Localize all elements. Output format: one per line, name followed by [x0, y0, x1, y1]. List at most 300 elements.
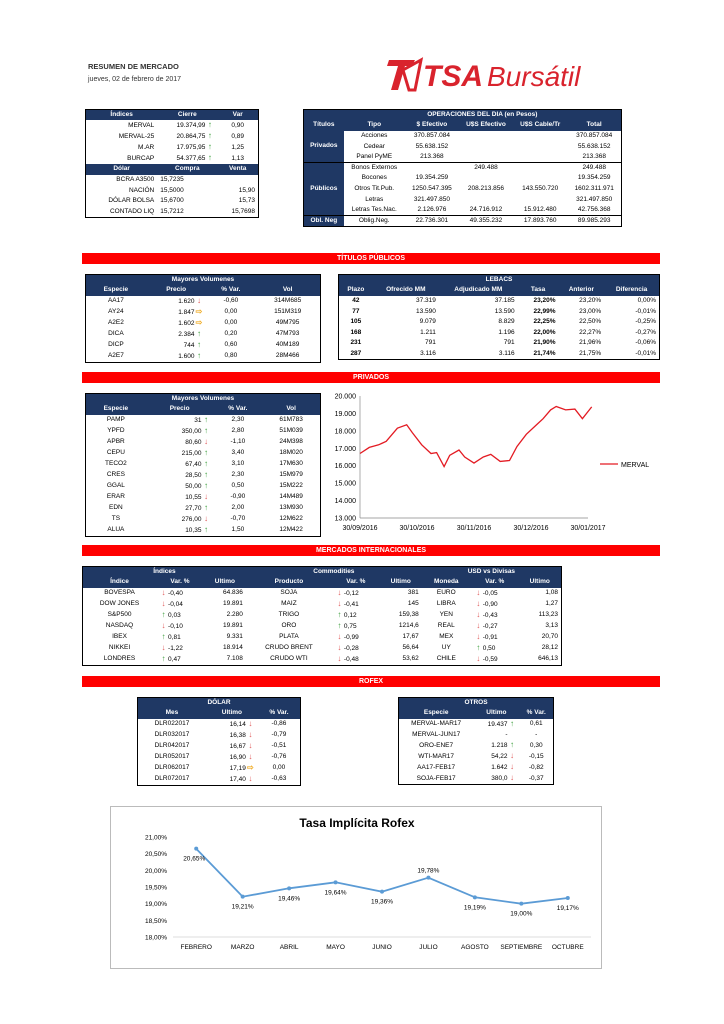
var: -0,82 [528, 763, 544, 771]
banner-privados: PRIVADOS [82, 372, 660, 383]
report-date: jueves, 02 de febrero de 2017 [88, 76, 182, 83]
ultimo: 1.218 [491, 742, 508, 750]
dolar-sell: 15,73 [238, 197, 255, 205]
ultimo: 1,08 [545, 589, 558, 597]
var-value: 0,50 [482, 644, 496, 652]
col-header: Ultimo [473, 708, 519, 719]
table-cell: -0,01% [635, 307, 656, 315]
volumen: 15M979 [279, 471, 303, 479]
y-tick-label: 21,00% [144, 834, 167, 842]
col-header: % Var. [206, 285, 255, 296]
precio: 744 ↑ [146, 340, 207, 351]
table-cell: Acciones [361, 131, 388, 139]
col-header: U$S Cable/Tr [513, 120, 567, 131]
y-tick-label: 19,50% [144, 884, 167, 892]
table-cell: Letras Tes.Nac. [351, 205, 397, 213]
y-tick-label: 17.000 [334, 445, 356, 453]
var-value: 0,75 [343, 622, 357, 630]
var-value: -0,59 [482, 655, 498, 663]
group-header: Índices [83, 567, 246, 578]
especie: DLR032017 [154, 731, 190, 739]
arrow-up-icon: ↑ [203, 480, 208, 490]
table-row [86, 142, 259, 153]
table-row [399, 719, 554, 730]
operaciones-title: OPERACIONES DEL DIA (en Pesos) [344, 110, 622, 121]
table-row [86, 503, 321, 514]
index-name: MERVAL-25 [118, 132, 155, 140]
col-header: % Var. [258, 708, 301, 719]
table-row [138, 752, 301, 763]
index-name: BURCAP [127, 154, 155, 162]
table-row [86, 492, 321, 503]
table-cell [405, 162, 459, 173]
volumen: 49M795 [275, 319, 300, 327]
var [471, 599, 519, 610]
table-title: LEBACS [339, 275, 660, 286]
y-tick-label: 18,00% [144, 934, 167, 942]
arrow-down-icon: ↓ [203, 513, 208, 523]
var-value: 0,47 [168, 655, 181, 663]
table-cell [513, 141, 567, 152]
arrow-down-icon: ↓ [337, 653, 342, 663]
x-tick-label: 30/09/2016 [342, 525, 378, 532]
table-cell: 1.196 [498, 328, 515, 336]
table-cell: 49.355.232 [459, 215, 513, 226]
volumen: 61M783 [279, 416, 303, 424]
ultimo: 54,22 [491, 753, 508, 761]
name: UY [441, 644, 451, 652]
table-cell: 370.857.084 [413, 131, 450, 139]
table-cell: 37.319 [416, 296, 436, 304]
name: CRUDO WTI [270, 655, 308, 663]
table-row [86, 481, 321, 492]
var: 0,00 [224, 308, 238, 316]
y-tick-label: 18.000 [334, 428, 356, 436]
table-row [304, 184, 622, 195]
ultimo: 1.642 [491, 764, 508, 772]
table-row [339, 317, 660, 328]
ultimo-cell [473, 740, 519, 751]
especie: DICA [108, 330, 124, 338]
table-cell [459, 141, 513, 152]
table-cell: 231 [350, 339, 362, 347]
arrow-down-icon: ↓ [476, 653, 481, 663]
col-header: Producto [246, 577, 332, 588]
var: 0,30 [529, 741, 543, 749]
especie: GGAL [106, 482, 125, 490]
table-row [399, 773, 554, 785]
ultimo: 19.437 [487, 720, 508, 728]
table-cell: 19.354.259 [577, 174, 611, 182]
table-row [138, 741, 301, 752]
var: 1,50 [231, 526, 245, 534]
arrow-down-icon: ↓ [161, 598, 166, 608]
precio: 27,70 ↑ [146, 503, 214, 514]
table-cell: 321.497.850 [576, 195, 613, 203]
table-row [399, 730, 554, 741]
table-cell: 168 [350, 328, 362, 336]
group-label: Obl. Neg [304, 215, 344, 226]
table-cell: 22,27% [579, 328, 602, 336]
arrow-down-icon: ↓ [248, 718, 253, 728]
col-header: Moneda [422, 577, 471, 588]
table-cell: 1602.311.971 [574, 184, 614, 192]
var-value: -0,91 [482, 633, 498, 641]
dolar-sell [217, 175, 258, 186]
especie: WTI-MAR17 [418, 752, 455, 760]
banner-titulos-publicos: TÍTULOS PÚBLICOS [82, 253, 660, 264]
arrow-up-icon: ↑ [196, 328, 201, 338]
var-value: -0,04 [168, 600, 183, 608]
table-cell: 21,96% [579, 339, 602, 347]
table-cell: -0,27% [635, 328, 656, 336]
var-value: -0,05 [482, 589, 498, 597]
col-header: Compra [157, 164, 217, 175]
y-tick-label: 16.000 [334, 463, 356, 471]
var-value: -0,27 [482, 622, 498, 630]
ultimo: 17,19 [229, 764, 246, 772]
especie: DLR042017 [154, 742, 190, 750]
data-label: 19,21% [231, 903, 254, 911]
ultimo-cell [206, 719, 258, 730]
col-header: Ultimo [519, 577, 562, 588]
var-value: -0,99 [343, 633, 359, 641]
especie: PAMP [106, 416, 125, 424]
table-row [138, 719, 301, 730]
rofex-series-line [196, 849, 568, 904]
table-header [83, 577, 562, 588]
data-label: 19,00% [510, 910, 533, 918]
table-cell: Bonos Externos [344, 162, 405, 173]
dolar-header [86, 164, 259, 175]
table-row [304, 194, 622, 205]
data-point [380, 890, 384, 894]
col-header: Especie [86, 404, 146, 415]
especie: MERVAL-JUN17 [412, 730, 461, 738]
dolar-buy: 15,7235 [160, 175, 184, 183]
table-cell: 2.126.976 [417, 205, 447, 213]
col-header: % Var. [213, 404, 262, 415]
table-cell: 9.079 [419, 318, 436, 326]
index-value: 17.975,95 ↑ [157, 142, 217, 153]
var-value: -0,12 [343, 589, 359, 597]
arrow-up-icon: ↑ [510, 718, 514, 728]
table-row [304, 141, 622, 152]
table-row [138, 730, 301, 741]
col-header: Diferencia [604, 285, 659, 296]
table-header [339, 285, 660, 296]
arrow-down-icon: ↓ [161, 587, 166, 597]
table-cell: Cedear [363, 142, 385, 150]
table-row [86, 459, 321, 470]
data-point [194, 847, 198, 851]
var: 0,80 [224, 352, 238, 360]
table-row [86, 448, 321, 459]
table-row [138, 763, 301, 774]
ultimo: 56,64 [402, 644, 419, 652]
col-header: Ultimo [380, 577, 422, 588]
table-row [399, 740, 554, 751]
table-cell: 287 [350, 349, 362, 357]
especie: SOJA-FEB17 [416, 774, 456, 782]
report-title: RESUMEN DE MERCADO [88, 62, 179, 71]
volumen: 40M189 [275, 341, 300, 349]
volumen: 12M422 [279, 526, 303, 534]
col-header: Precio [146, 404, 214, 415]
publicos-volumen-table [85, 274, 321, 363]
col-header: Vol [262, 404, 320, 415]
col-header: Índice [83, 577, 157, 588]
name: MAIZ [281, 600, 297, 608]
table-cell: 13.590 [416, 307, 436, 315]
volumen: 28M466 [275, 352, 300, 360]
arrow-up-icon: ↑ [203, 414, 208, 424]
ultimo: 646,13 [538, 655, 558, 663]
table-cell: 21,90% [533, 339, 556, 347]
table-row [339, 327, 660, 338]
x-tick-label: SEPTIEMBRE [500, 944, 543, 951]
var [332, 632, 380, 643]
especie: DLR052017 [154, 753, 190, 761]
dolar-buy: 15,6700 [160, 197, 184, 205]
precio: 350,00 ↑ [146, 426, 214, 437]
volumen: 17M630 [279, 460, 303, 468]
table-cell: 249.488 [459, 162, 513, 173]
table-cell: 55.638.152 [577, 142, 611, 150]
table-cell: Bocones [361, 174, 387, 182]
col-header: Títulos [304, 120, 344, 131]
arrow-down-icon: ↓ [203, 436, 208, 446]
table-cell: 42 [352, 296, 360, 304]
table-row [83, 599, 562, 610]
var [332, 621, 380, 632]
especie: YPFD [107, 427, 125, 435]
var [156, 588, 204, 599]
privados-volumen-table [85, 393, 321, 537]
arrow-down-icon: ↓ [203, 491, 208, 501]
table-cell: 249.488 [567, 162, 621, 173]
arrow-down-icon: ↓ [337, 587, 342, 597]
arrow-up-icon: ↑ [476, 642, 481, 652]
col-header: Var [217, 110, 258, 121]
data-label: 19,78% [417, 867, 440, 875]
precio: 1.600 ↑ [146, 351, 207, 363]
table-row [86, 470, 321, 481]
especie: CEPU [106, 449, 125, 457]
var [156, 632, 204, 643]
x-tick-label: OCTUBRE [551, 944, 584, 951]
dolar-buy: 15,5000 [160, 186, 184, 194]
table-cell: -0,06% [635, 339, 656, 347]
name: REAL [437, 622, 455, 630]
ultimo: 2.280 [226, 611, 243, 619]
ultimo-cell [473, 719, 519, 730]
ultimo: 16,14 [229, 720, 246, 728]
table-cell: Oblig.Neg. [344, 215, 405, 226]
table-cell [513, 162, 567, 173]
name: EURO [436, 589, 456, 597]
arrow-up-icon: ↑ [207, 131, 212, 141]
col-header: Tasa [518, 285, 559, 296]
ultimo-cell [473, 751, 519, 762]
table-row [86, 525, 321, 537]
var [332, 610, 380, 621]
especie: TS [111, 515, 121, 523]
arrow-down-icon: ↓ [476, 631, 481, 641]
y-tick-label: 20.000 [334, 393, 356, 401]
table-row [83, 654, 562, 666]
arrow-up-icon: ↑ [203, 502, 208, 512]
especie: ERAR [106, 493, 125, 501]
table-header [86, 404, 321, 415]
var: -0,70 [230, 515, 246, 523]
arrow-down-icon: ↓ [337, 598, 342, 608]
volumen: 12M622 [279, 515, 303, 523]
arrow-up-icon: ↑ [161, 631, 166, 641]
banner-rofex: ROFEX [82, 676, 660, 687]
arrow-up-icon: ↑ [161, 653, 166, 663]
ultimo: 18.914 [223, 644, 243, 652]
table-cell: 22,99% [533, 307, 556, 315]
name: LIBRA [436, 600, 456, 608]
table-title: OTROS [399, 698, 554, 709]
var-value: -0,90 [482, 600, 498, 608]
ultimo-cell [206, 730, 258, 741]
name: LONDRES [103, 655, 136, 663]
especie: AA17-FEB17 [417, 763, 456, 771]
index-var: 1,25 [231, 143, 245, 151]
var-value: 0,81 [168, 633, 181, 641]
table-cell: 21,74% [533, 349, 556, 357]
table-cell: 321.497.850 [413, 195, 450, 203]
arrow-down-icon: ↓ [476, 609, 481, 619]
table-cell: 55.638.152 [415, 142, 449, 150]
x-tick-label: 30/11/2016 [456, 525, 492, 532]
x-tick-label: JULIO [419, 944, 438, 951]
ultimo: 16,67 [229, 742, 246, 750]
data-point [426, 876, 430, 880]
data-point [287, 886, 291, 890]
var [156, 643, 204, 654]
table-row [86, 206, 259, 217]
table-row [86, 131, 259, 142]
ultimo-cell [473, 762, 519, 773]
table-row [86, 318, 321, 329]
operaciones-table [303, 109, 622, 227]
var: 0,61 [529, 720, 543, 728]
var [332, 654, 380, 666]
precio: 215,00 ↑ [146, 448, 214, 459]
precio: 1.602⇨ [178, 317, 203, 327]
table-cell: 23,20% [533, 296, 556, 304]
chart-title: Tasa Implícita Rofex [299, 816, 415, 830]
precio: 10,35 ↑ [146, 525, 214, 537]
internacionales-table [82, 566, 562, 666]
table-title: Mayores Volumenes [86, 275, 321, 286]
var-value: -0,10 [168, 622, 183, 630]
especie: ORO-ENE7 [419, 741, 454, 749]
ultimo: 16,38 [229, 731, 246, 739]
table-row [86, 340, 321, 351]
especie: A2E7 [107, 352, 124, 360]
col-header: U$S Efectivo [459, 120, 513, 131]
table-cell: Letras [365, 195, 384, 203]
table-cell: 791 [425, 339, 436, 347]
volumen: 51M039 [279, 427, 303, 435]
name: PLATA [279, 633, 299, 641]
name: NASDAQ [105, 622, 134, 630]
table-cell: 213.368 [582, 152, 606, 160]
table-cell: 13.590 [494, 307, 515, 315]
table-cell: 15.912.480 [523, 205, 557, 213]
x-tick-label: JUNIO [372, 944, 392, 951]
especie: DLR072017 [154, 775, 190, 783]
var-value: -0,43 [482, 611, 498, 619]
table-row [304, 215, 622, 226]
ultimo-cell [206, 752, 258, 763]
precio: 80,60 ↓ [146, 437, 214, 448]
table-cell: 22,25% [533, 318, 556, 326]
precio: 1.620 ↓ [146, 296, 207, 307]
table-row [83, 610, 562, 621]
table-row [339, 296, 660, 307]
especie: CRES [106, 471, 125, 479]
group-header: Commodities [246, 567, 422, 578]
col-header: Dólar [86, 164, 158, 175]
arrow-up-icon: ↑ [337, 609, 342, 619]
table-cell [513, 152, 567, 163]
arrow-up-icon: ↑ [203, 425, 208, 435]
arrow-down-icon: ↓ [161, 642, 166, 652]
data-point [519, 902, 523, 906]
dolar-sell: 15,90 [238, 186, 255, 194]
precio: 67,40 ↑ [146, 459, 214, 470]
especie: AA17 [107, 297, 124, 305]
arrow-down-icon: ↓ [510, 762, 514, 772]
var [332, 588, 380, 599]
ultimo: 3,13 [545, 622, 558, 630]
index-name: M.AR [138, 143, 155, 151]
x-tick-label: AGOSTO [461, 944, 489, 951]
table-row [339, 338, 660, 349]
table-cell: 24.716.912 [469, 205, 503, 213]
table-row [86, 307, 321, 318]
var [471, 621, 519, 632]
volumen: 47M793 [275, 330, 300, 338]
data-label: 20,65% [183, 855, 206, 863]
arrow-up-icon: ↑ [161, 609, 166, 619]
var-value: -0,28 [343, 644, 359, 652]
volumen: 13M930 [279, 504, 303, 512]
especie: APBR [107, 438, 125, 446]
arrow-down-icon: ↓ [248, 729, 253, 739]
arrow-down-icon: ↓ [510, 773, 514, 783]
especie: DICP [108, 341, 124, 349]
table-row [86, 185, 259, 196]
table-cell: 8.829 [498, 318, 515, 326]
table-row [339, 349, 660, 360]
dolar-name: CONTADO LIQ [109, 207, 155, 215]
index-value: 54.377,65 ↑ [157, 153, 217, 164]
var [156, 599, 204, 610]
data-label: 19,46% [278, 895, 301, 903]
indices-table [85, 109, 259, 218]
table-row [86, 296, 321, 307]
dolar-name: DÓLAR BOLSA [108, 197, 155, 205]
especie: TECO2 [105, 460, 127, 468]
var: -0,86 [271, 720, 287, 728]
col-header: Venta [217, 164, 258, 175]
